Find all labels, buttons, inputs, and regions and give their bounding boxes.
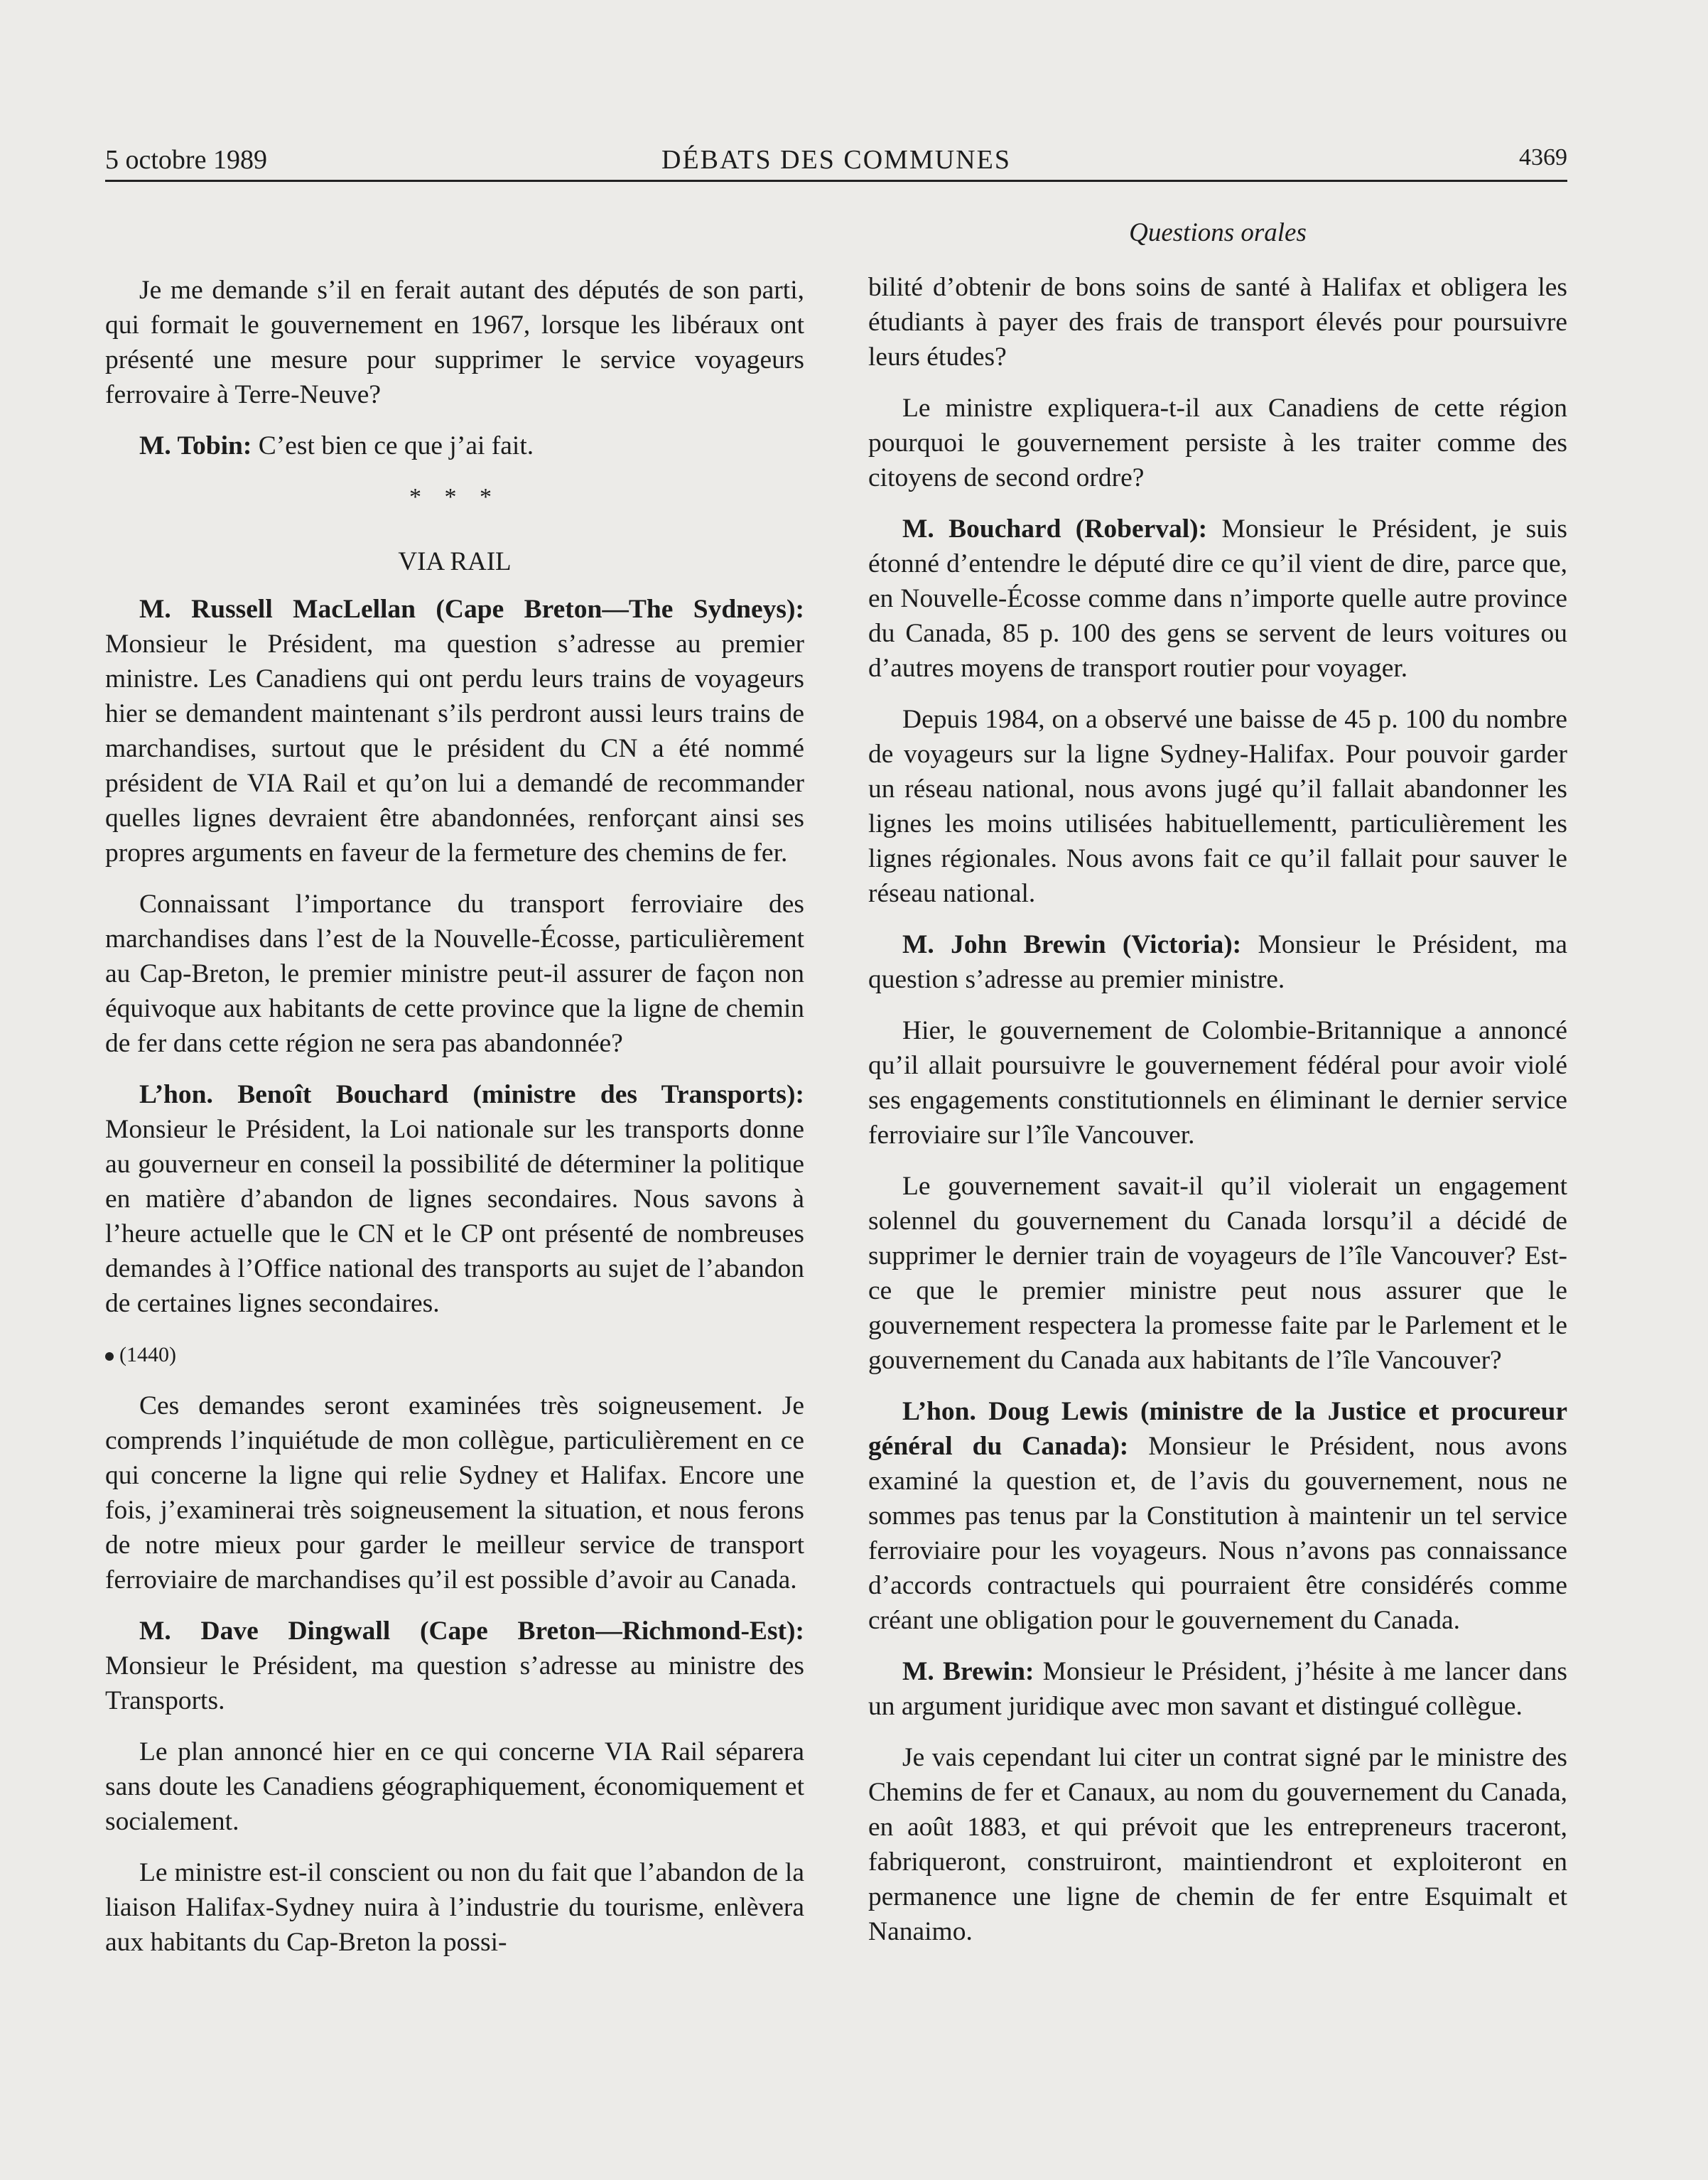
- speech-text: Monsieur le Président, nous avons examiné la question et, de l’avis du gouvernement, nous ne sommes pas tenus par la Constitution à maintenir un tel service ferroviaire pour les voyageurs. Nous n’avons pas connaissance d’accords contractuels qui pourraient être considérés comme créant une obligation pour le gouvernement du Canada.: [868, 1432, 1567, 1635]
- paragraph: [105, 592, 804, 870]
- time-marker-text: (1440): [119, 1343, 176, 1366]
- paragraph: Depuis 1984, on a observé une baisse de 45 p. 100 du nombre de voyageurs sur la ligne Sydney-Halifax. Pour pouvoir garder un réseau national, nous avons jugé qu’il fallait abandonner les lignes les moins utilisées habituellementt, particulièrement les lignes régionales. Nous avons fait ce qu’il fallait pour sauver le réseau national.: [868, 705, 1567, 908]
- speaker-name: M. Brewin:: [902, 1657, 1034, 1686]
- speaker-name: M. Tobin:: [139, 431, 252, 460]
- speech-text: Monsieur le Président, ma question s’adresse au premier ministre.: [868, 930, 1567, 994]
- section-separator: * * *: [409, 484, 500, 510]
- speech-text: Monsieur le Président, la Loi nationale sur les transports donne au gouverneur en conseil la possibilité de déterminer la politique en matière d’abandon de lignes secondaires. Nous savons à l’heure actuelle que le CN et le CP ont présenté de nombreuses demandes à l’Office national des transports au sujet de l’abandon de certaines lignes secondaires.: [105, 1115, 804, 1318]
- speaker-name: L’hon. Benoît Bouchard (ministre des Transports):: [139, 1080, 804, 1109]
- paragraph: [105, 1077, 804, 1321]
- speaker-name: M. Russell MacLellan (Cape Breton—The Sydneys):: [139, 595, 804, 624]
- speech-text: C’est bien ce que j’ai fait.: [252, 431, 534, 460]
- header-rule: [105, 180, 1567, 182]
- paragraph: Je vais cependant lui citer un contrat signé par le ministre des Chemins de fer et Canaux, au nom du gouvernement du Canada, en août 1883, et qui prévoit que les entrepreneurs traceront, fabriqueront, construiront, maintiendront et exploiteront en permanence une ligne de chemin de fer entre Esquimalt et Nanaimo.: [868, 1743, 1567, 1946]
- header-page-number: 4369: [1519, 144, 1567, 171]
- header-date: 5 octobre 1989: [105, 145, 267, 175]
- paragraph: [105, 428, 804, 463]
- page-header: [105, 139, 1567, 184]
- subsection-heading: VIA RAIL: [398, 547, 512, 576]
- right-column: [868, 270, 1567, 1965]
- speaker-name: M. Bouchard (Roberval):: [902, 514, 1208, 544]
- paragraph: Connaissant l’importance du transport ferroviaire des marchandises dans l’est de la Nouvelle-Écosse, particulièrement au Cap-Breton, le premier ministre peut-il assurer de façon non équivoque aux habitants de cette province que la ligne de chemin de fer dans cette région ne sera pas abandonnée?: [105, 890, 804, 1058]
- section-title: Questions orales: [1129, 218, 1307, 247]
- speech-text: Monsieur le Président, ma question s’adresse au ministre des Transports.: [105, 1651, 804, 1715]
- paragraph: Je me demande s’il en ferait autant des députés de son parti, qui formait le gouvernement en 1967, lorsque les libéraux ont présenté une mesure pour supprimer le service voyageurs ferrovaire à Terre-Neuve?: [105, 276, 804, 409]
- paragraph: [868, 1394, 1567, 1638]
- left-column: [105, 273, 804, 1976]
- header-title: DÉBATS DES COMMUNES: [661, 145, 1011, 175]
- time-marker: [105, 1337, 804, 1372]
- paragraph: Le ministre expliquera-t-il aux Canadiens de cette région pourquoi le gouvernement persiste à les traiter comme des citoyens de second ordre?: [868, 394, 1567, 492]
- paragraph: Le gouvernement savait-il qu’il violerait un engagement solennel du gouvernement du Canada lorsqu’il a décidé de supprimer le dernier train de voyageurs de l’île Vancouver? Est-ce que le premier ministre peut nous assurer que le gouvernement respectera la promesse faite par le Parlement et le gouvernement du Canada aux habitants de l’île Vancouver?: [868, 1172, 1567, 1375]
- speech-text: Monsieur le Président, je suis étonné d’entendre le député dire ce qu’il vient de dire, parce que, en Nouvelle-Écosse comme dans n’importe quelle autre province du Canada, 85 p. 100 des gens se servent de leurs voitures ou d’autres moyens de transport routier pour voyager.: [868, 514, 1567, 683]
- paragraph: Le plan annoncé hier en ce qui concerne VIA Rail séparera sans doute les Canadiens géographiquement, économiquement et socialement.: [105, 1737, 804, 1836]
- speaker-name: M. John Brewin (Victoria):: [902, 930, 1242, 959]
- speech-text: Monsieur le Président, j’hésite à me lancer dans un argument juridique avec mon savant et distingué collègue.: [868, 1657, 1567, 1721]
- speaker-name: L’hon. Doug Lewis (ministre de la Justice et procureur général du Canada):: [868, 1397, 1567, 1461]
- paragraph: Ces demandes seront examinées très soigneusement. Je comprends l’inquiétude de mon collègue, particulièrement en ce qui concerne la ligne qui relie Sydney et Halifax. Encore une fois, j’examinerai très soigneusement la situation, et nous ferons de notre mieux pour garder le meilleur service de transport ferroviaire de marchandises qu’il est possible d’avoir au Canada.: [105, 1391, 804, 1594]
- speech-text: Monsieur le Président, ma question s’adresse au premier ministre. Les Canadiens qui ont perdu leurs trains de voyageurs hier se demandent maintenant s’ils perdront aussi leurs trains de marchandises, surtout que le président du CN a été nommé président de VIA Rail et qu’on lui a demandé de recommander quelles lignes devraient être abandonnées, renforçant ainsi ses propres arguments en faveur de la fermeture des chemins de fer.: [105, 630, 804, 868]
- paragraph: [868, 927, 1567, 997]
- paragraph: Hier, le gouvernement de Colombie-Britannique a annoncé qu’il allait poursuivre le gouvernement fédéral pour avoir violé ses engagements constitutionnels en éliminant le dernier service ferroviaire sur l’île Vancouver.: [868, 1016, 1567, 1150]
- paragraph: bilité d’obtenir de bons soins de santé à Halifax et obligera les étudiants à payer des frais de transport élevés pour poursuivre leurs études?: [868, 273, 1567, 372]
- paragraph: Le ministre est-il conscient ou non du fait que l’abandon de la liaison Halifax-Sydney nuira à l’industrie du tourisme, enlèvera aux habitants du Cap-Breton la possi-: [105, 1858, 804, 1957]
- paragraph: [868, 512, 1567, 686]
- paragraph: [868, 1654, 1567, 1724]
- bullet-icon: [105, 1352, 114, 1361]
- speaker-name: M. Dave Dingwall (Cape Breton—Richmond-Est):: [139, 1617, 804, 1646]
- paragraph: [105, 1614, 804, 1718]
